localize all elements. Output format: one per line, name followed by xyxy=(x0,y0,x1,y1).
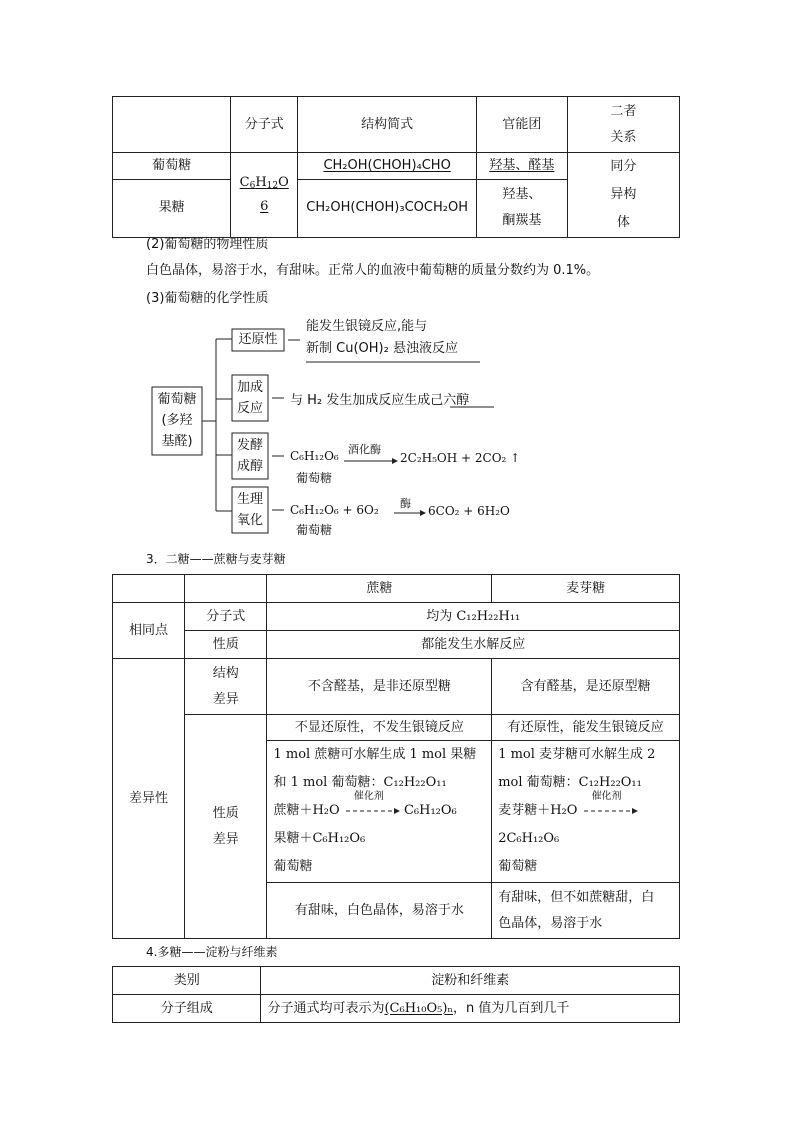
maltose-hydro-reactants: 麦芽糖＋H₂O xyxy=(498,803,578,818)
relation-cell xyxy=(567,153,679,238)
glucose-group: 羟基、醛基 xyxy=(477,153,568,180)
table1-header-relation xyxy=(567,97,679,153)
maltose-hydro-arrow xyxy=(582,790,638,818)
molecular-composition-label: 分子组成 xyxy=(113,995,261,1023)
differences-label: 差异性 xyxy=(113,659,185,939)
sucrose-hydro-reactants: 蔗糖＋H₂O xyxy=(273,803,340,818)
structure-label-line1: 结构 xyxy=(212,665,239,681)
arrow-icon xyxy=(582,804,638,818)
disaccharide-title: 3．二糖——蔗糖与麦芽糖 xyxy=(146,552,286,566)
maltose-taste-line2: 色晶体，易溶于水 xyxy=(498,915,603,931)
physical-properties-title: (2)葡萄糖的物理性质 xyxy=(146,237,269,252)
fermentation-line2: 成醇 xyxy=(236,459,263,474)
maltose-taste-line1: 有甜味，但不如蔗糖甜，白 xyxy=(498,889,655,905)
root-line2: (多羟 xyxy=(161,413,193,428)
sucrose-hydro-product: C₆H₁₂O₆ xyxy=(403,803,457,818)
chemical-properties-diagram xyxy=(150,315,670,545)
table2-corner-2 xyxy=(184,575,267,603)
formula-c-count: 6 xyxy=(249,181,256,191)
structure-label-line2: 差异 xyxy=(212,691,239,707)
fermentation-line1: 发酵 xyxy=(236,438,263,453)
formula-h: H xyxy=(255,175,267,190)
fructose-group xyxy=(477,179,568,237)
fructose-structure: CH₂OH(CHOH)₃COCH₂OH xyxy=(298,179,477,237)
property-value-text: 都能发生水解反应 xyxy=(421,636,526,652)
composition-text-2: ，n 值为几百到几千 xyxy=(453,1000,570,1016)
physical-properties-text: 白色晶体，易溶于水，有甜味。正常人的血液中葡萄糖的质量分数约为 0.1%。 xyxy=(146,263,600,278)
sucrose-taste: 有甜味，白色晶体，易溶于水 xyxy=(267,883,492,939)
root-line3: 基醛) xyxy=(161,434,193,449)
relation-line2: 异构 xyxy=(610,187,637,202)
table1-header-formula: 分子式 xyxy=(231,97,298,153)
maltose-reducing: 有还原性，能发生银镜反应 xyxy=(492,715,680,741)
oxidation-reactant-label: 葡萄糖 xyxy=(296,523,333,537)
maltose-hydro-line2: mol 葡萄糖：C₁₂H₂₂O₁₁ xyxy=(498,775,642,790)
shared-formula xyxy=(231,153,298,238)
row-formula-label: 分子式 xyxy=(184,603,267,631)
branch-addition-text: 与 H₂ 发生加成反应生成己六醇 xyxy=(290,393,470,408)
oxidation-line1: 生理 xyxy=(236,492,263,507)
polysaccharide-table xyxy=(112,966,680,1023)
composition-formula: (C₆H₁₀O₅)ₙ xyxy=(384,1000,454,1016)
fermentation-reactant-label: 葡萄糖 xyxy=(296,471,333,485)
sucrose-hydro-line1: 1 mol 蔗糖可水解生成 1 mol 果糖 xyxy=(273,747,477,762)
sucrose-hydro-arrow xyxy=(344,790,400,818)
table2-header-sucrose: 蔗糖 xyxy=(267,575,492,603)
fructose-name: 果糖 xyxy=(113,179,231,237)
table3-header-content: 淀粉和纤维素 xyxy=(261,967,680,995)
relation-line3: 体 xyxy=(616,215,630,230)
chemical-properties-title: (3)葡萄糖的化学性质 xyxy=(146,291,269,306)
sucrose-hydrolysis xyxy=(267,741,492,883)
diagram-root xyxy=(154,389,200,452)
oxidation-reactant: C₆H₁₂O₆ + 6O₂ xyxy=(290,503,379,517)
disaccharide-table xyxy=(112,574,680,939)
relation-header-line1: 二者 xyxy=(610,103,637,119)
addition-line1: 加成 xyxy=(236,380,263,395)
oxidation-product: 6CO₂ + 6H₂O xyxy=(428,504,510,518)
sucrose-catalyst: 催化剂 xyxy=(353,790,384,802)
oxidation-line2: 氧化 xyxy=(236,513,263,528)
relation-header-line2: 关系 xyxy=(610,129,637,145)
table2-corner-1 xyxy=(113,575,185,603)
maltose-catalyst: 催化剂 xyxy=(591,790,622,802)
row-formula-value: 均为 C₁₂H₂₂H₁₁ xyxy=(267,603,680,631)
branch-fermentation xyxy=(234,435,266,477)
maltose-hydro-line3 xyxy=(498,790,676,825)
sucrose-hydro-line2: 和 1 mol 葡萄糖：C₁₂H₂₂O₁₁ xyxy=(273,775,447,790)
fructose-group-line1: 羟基、 xyxy=(502,187,542,203)
polysaccharide-title: 4.多糖——淀粉与纤维素 xyxy=(146,945,278,959)
sucrose-hydro-line4: 果糖＋C₆H₁₂O₆ xyxy=(273,831,366,846)
composition-text-1: 分子通式均可表示为 xyxy=(267,1000,385,1016)
branch-reducing: 还原性 xyxy=(238,332,278,347)
table1-header-group: 官能团 xyxy=(477,97,568,153)
sucrose-hydro-line5: 葡萄糖 xyxy=(273,859,313,874)
property-diff-line1: 性质 xyxy=(212,805,239,821)
fermentation-product: 2C₂H₅OH + 2CO₂ ↑ xyxy=(400,451,521,465)
same-points-label: 相同点 xyxy=(113,603,185,659)
formula-line1 xyxy=(234,171,294,195)
arrow-icon xyxy=(344,804,400,818)
table3-header-category: 类别 xyxy=(113,967,261,995)
table1-header-structure: 结构简式 xyxy=(298,97,477,153)
branch-oxidation xyxy=(234,489,266,531)
sucrose-hydro-line3 xyxy=(273,790,488,825)
relation-line1: 同分 xyxy=(610,159,637,174)
row-structure-label xyxy=(184,659,267,715)
sucrose-reducing: 不显还原性，不发生银镜反应 xyxy=(267,715,492,741)
formula-line2: 6 xyxy=(260,199,269,214)
property-diff-line2: 差异 xyxy=(212,831,239,847)
formula-h-count: 12 xyxy=(266,181,279,191)
fermentation-catalyst: 酒化酶 xyxy=(348,443,381,456)
maltose-taste xyxy=(492,883,680,939)
reducing-text-line1: 能发生银镜反应,能与 xyxy=(306,319,428,334)
glucose-name: 葡萄糖 xyxy=(113,153,231,180)
maltose-hydrolysis xyxy=(492,741,680,883)
maltose-structure: 含有醛基，是还原型糖 xyxy=(492,659,680,715)
branch-addition xyxy=(234,377,266,419)
reducing-text-line2: 新制 Cu(OH)₂ 悬浊液反应 xyxy=(306,341,458,356)
table1-corner xyxy=(113,97,231,153)
fermentation-reactant: C₆H₁₂O₆ xyxy=(290,449,339,463)
table2-header-maltose: 麦芽糖 xyxy=(492,575,680,603)
formula-c: C xyxy=(239,175,250,190)
branch-reducing-text xyxy=(306,316,458,360)
oxidation-catalyst: 酶 xyxy=(400,497,411,510)
row-property-diff-label xyxy=(184,715,267,939)
fructose-group-line2: 酮羰基 xyxy=(502,213,542,229)
addition-line2: 反应 xyxy=(236,401,263,416)
maltose-hydro-line1: 1 mol 麦芽糖可水解生成 2 xyxy=(498,747,656,762)
row-property-label: 性质 xyxy=(184,631,267,659)
sucrose-structure: 不含醛基，是非还原型糖 xyxy=(267,659,492,715)
molecular-composition-value xyxy=(261,995,680,1023)
row-property-value xyxy=(267,631,680,659)
maltose-hydro-line5: 葡萄糖 xyxy=(498,859,538,874)
formula-o: O xyxy=(278,175,289,190)
maltose-hydro-line4: 2C₆H₁₂O₆ xyxy=(498,831,560,846)
root-line1: 葡萄糖 xyxy=(157,392,197,407)
glucose-structure: CH₂OH(CHOH)₄CHO xyxy=(298,153,477,180)
glucose-fructose-table xyxy=(112,96,680,238)
